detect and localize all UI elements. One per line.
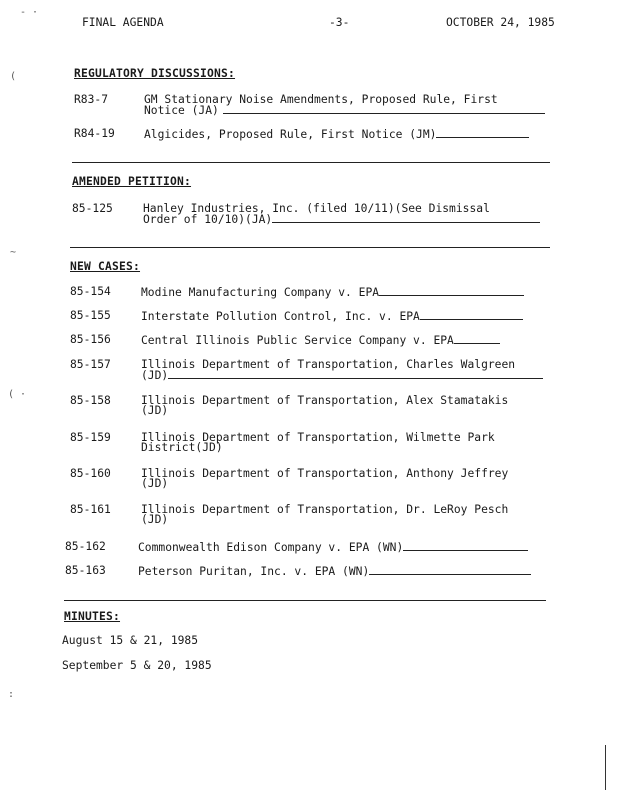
item-description: Central Illinois Public Service Company v. EPA — [141, 335, 500, 346]
item-description: Interstate Pollution Control, Inc. v. EPA — [141, 311, 523, 322]
docket-number: R83-7 — [74, 93, 109, 106]
item-description: Illinois Department of Transportation, Alex Stamatakis — [141, 394, 509, 407]
item-description: Illinois Department of Transportation, Wilmette Park — [141, 431, 495, 444]
item-description: Peterson Puritan, Inc. v. EPA (WN) — [138, 566, 531, 577]
agenda-title: FINAL AGENDA — [82, 16, 164, 29]
page-number: -3- — [329, 16, 350, 29]
section-rule — [64, 600, 546, 601]
item-description-continued: (JD) — [141, 513, 169, 526]
item-description-continued: District(JD) — [141, 441, 223, 454]
docket-number: 85-157 — [70, 358, 111, 371]
minutes-date: August 15 & 21, 1985 — [62, 634, 199, 647]
agenda-date: OCTOBER 24, 1985 — [446, 16, 555, 29]
docket-number: 85-159 — [70, 431, 111, 444]
docket-number: 85-161 — [70, 503, 111, 516]
docket-number: 85-162 — [65, 540, 106, 553]
scan-mark: ( · — [8, 389, 27, 400]
item-description-continued: (JD) — [141, 404, 169, 417]
docket-number: 85-156 — [70, 333, 111, 346]
scan-mark: : — [8, 689, 15, 700]
item-description: Algicides, Proposed Rule, First Notice (JM) — [144, 129, 529, 140]
docket-number: 85-160 — [70, 467, 111, 480]
section-heading-regulatory: REGULATORY DISCUSSIONS: — [74, 67, 236, 80]
section-heading-minutes: MINUTES: — [64, 610, 121, 623]
item-description: Illinois Department of Transportation, Anthony Jeffrey — [141, 467, 509, 480]
docket-number: 85-154 — [70, 285, 111, 298]
section-heading-new-cases: NEW CASES: — [70, 260, 141, 273]
scan-mark: ~ — [10, 247, 17, 258]
section-rule — [72, 162, 550, 163]
minutes-date: September 5 & 20, 1985 — [62, 659, 212, 672]
item-description: Commonwealth Edison Company v. EPA (WN) — [138, 542, 528, 553]
scan-mark: - · — [20, 7, 39, 18]
item-description: Hanley Industries, Inc. (filed 10/11)(See Dismissal — [143, 202, 490, 215]
section-heading-amended: AMENDED PETITION: — [72, 175, 192, 188]
item-description: Illinois Department of Transportation, Dr. LeRoy Pesch — [141, 503, 509, 516]
docket-number: 85-163 — [65, 564, 106, 577]
scan-mark: ( — [10, 71, 17, 82]
item-description-continued: (JD) — [141, 370, 543, 381]
scan-edge-mark — [605, 745, 606, 790]
item-description: Illinois Department of Transportation, Charles Walgreen — [141, 358, 516, 371]
docket-number: 85-125 — [72, 202, 113, 215]
item-description-continued: (JD) — [141, 477, 169, 490]
docket-number: R84-19 — [74, 127, 115, 140]
docket-number: 85-158 — [70, 394, 111, 407]
section-rule — [70, 247, 550, 248]
item-description-continued: Notice (JA) — [144, 105, 545, 116]
item-description-continued: Order of 10/10)(JA) — [143, 214, 540, 225]
item-description: GM Stationary Noise Amendments, Proposed Rule, First — [144, 93, 498, 106]
docket-number: 85-155 — [70, 309, 111, 322]
item-description: Modine Manufacturing Company v. EPA — [141, 287, 524, 298]
